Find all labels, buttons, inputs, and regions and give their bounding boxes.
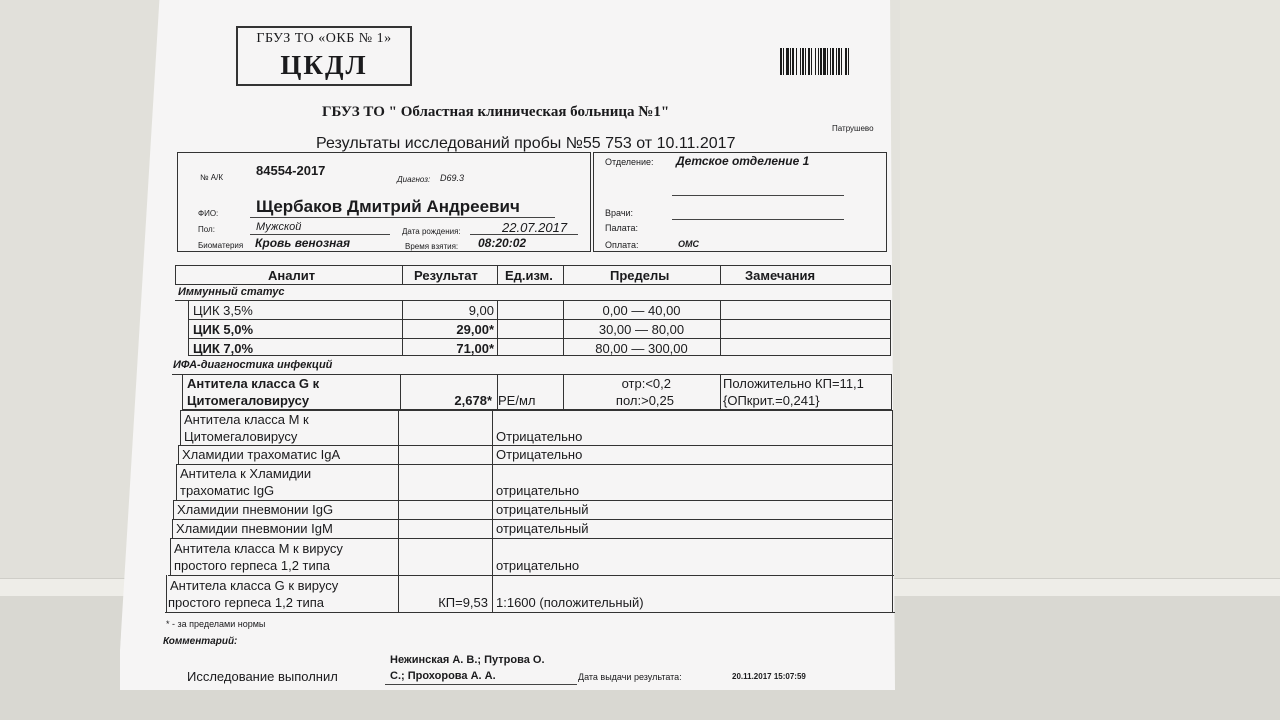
payment-value: ОМС bbox=[678, 239, 699, 249]
table-row-limits: 0,00 — 40,00 bbox=[602, 303, 681, 318]
table-row-value: отрицательно bbox=[496, 483, 580, 498]
table-row-analyte: ЦИК 3,5% bbox=[193, 303, 253, 318]
table-row-value: Отрицательно bbox=[496, 429, 583, 444]
table-row-analyte: Антитела класса G к вирусу bbox=[170, 578, 339, 593]
header-analyte: Аналит bbox=[268, 268, 316, 283]
col-line bbox=[892, 410, 893, 612]
footnote: * - за пределами нормы bbox=[166, 619, 266, 629]
cmv-g-analyte-line1: Антитела класса G к bbox=[187, 376, 320, 391]
cmv-g-result: 2,678* bbox=[454, 393, 492, 408]
col-line bbox=[173, 500, 174, 519]
results-title: Результаты исследований пробы №55 753 от 10.11.2017 bbox=[316, 135, 736, 152]
lab-stamp bbox=[236, 26, 412, 86]
stamp-org: ГБУЗ ТО «ОКБ № 1» bbox=[256, 31, 392, 46]
col-line bbox=[178, 445, 179, 464]
cmv-g-analyte-line2: Цитомегаловирусу bbox=[187, 393, 310, 408]
ak-value: 84554-2017 bbox=[256, 163, 326, 178]
dept-value: Детское отделение 1 bbox=[676, 154, 810, 168]
sex-value: Мужской bbox=[256, 221, 302, 233]
bio-value: Кровь венозная bbox=[255, 236, 351, 250]
col-line bbox=[176, 464, 177, 500]
table-row-analyte: Хламидии пневмонии IgM bbox=[176, 521, 333, 536]
header-divider bbox=[563, 265, 564, 285]
table-row-value: отрицательно bbox=[496, 558, 580, 573]
dob-label: Дата рождения: bbox=[402, 227, 461, 236]
table-row-result: 71,00* bbox=[456, 341, 494, 356]
table-row-value: отрицательный bbox=[496, 521, 589, 536]
dept-label: Отделение: bbox=[605, 157, 654, 167]
cmv-g-remark2: {ОПкрит.=0,241} bbox=[723, 393, 820, 408]
col-line bbox=[720, 300, 721, 356]
payment-label: Оплата: bbox=[605, 240, 639, 250]
header-unit: Ед.изм. bbox=[505, 268, 553, 283]
performed-label: Исследование выполнил bbox=[187, 669, 338, 684]
time-value: 08:20:02 bbox=[478, 236, 527, 250]
table-row-analyte: ЦИК 7,0% bbox=[193, 341, 254, 356]
row-line bbox=[176, 464, 892, 465]
performers-line2: С.; Прохорова А. А. bbox=[390, 670, 496, 682]
table-row-result: 29,00* bbox=[456, 322, 494, 337]
header-limits: Пределы bbox=[610, 268, 670, 283]
table-row-result: КП=9,53 bbox=[438, 595, 488, 610]
row-line bbox=[180, 410, 892, 411]
col-line bbox=[180, 410, 181, 445]
header-divider bbox=[497, 265, 498, 285]
cmv-g-limit2: пол:>0,25 bbox=[615, 393, 674, 408]
performers-underline bbox=[385, 684, 577, 685]
col-line bbox=[170, 538, 171, 575]
header-divider bbox=[402, 265, 403, 285]
table-row-value: Отрицательно bbox=[496, 447, 583, 462]
performers-line1: Нежинская А. В.; Путрова О. bbox=[390, 654, 545, 666]
dept-line bbox=[672, 195, 844, 196]
ak-label: № А/К bbox=[200, 173, 224, 182]
table-row-limits: 30,00 — 80,00 bbox=[598, 322, 685, 337]
issue-value: 20.11.2017 15:07:59 bbox=[732, 672, 806, 681]
table-row-analyte: простого герпеса 1,2 типа bbox=[168, 595, 325, 610]
table-row-analyte: Антитела класса М к bbox=[184, 412, 309, 427]
table-row-limits: 80,00 — 300,00 bbox=[595, 341, 688, 356]
issue-label: Дата выдачи результата: bbox=[578, 672, 682, 682]
row-line bbox=[188, 319, 891, 320]
col-line bbox=[720, 374, 721, 410]
fio-underline bbox=[250, 217, 555, 218]
sex-label: Пол: bbox=[198, 225, 215, 234]
row-line bbox=[168, 575, 894, 576]
table-row-analyte: Хламидии пневмонии IgG bbox=[177, 502, 334, 517]
col-line bbox=[166, 575, 167, 612]
col-line bbox=[172, 519, 173, 538]
table-row-value: 1:1600 (положительный) bbox=[496, 595, 644, 610]
row-line bbox=[174, 500, 892, 501]
section-ifa-diagnostics: ИФА-диагностика инфекций bbox=[173, 359, 333, 371]
ward-label: Палата: bbox=[605, 223, 639, 233]
diag-value: D69.3 bbox=[440, 173, 465, 183]
col-line bbox=[398, 410, 399, 612]
table-row-analyte: ЦИК 5,0% bbox=[193, 322, 254, 337]
location: Патрушево bbox=[832, 124, 874, 133]
hospital-title: ГБУЗ ТО " Областная клиническая больница №1" bbox=[322, 104, 670, 120]
dob-value: 22.07.2017 bbox=[502, 220, 568, 235]
section-immune-status: Иммунный статус bbox=[178, 286, 285, 298]
row-line bbox=[188, 338, 891, 339]
dob-underline bbox=[470, 234, 578, 235]
bio-label: Биоматерия bbox=[198, 241, 244, 250]
doctors-line bbox=[672, 219, 844, 220]
row-line bbox=[178, 445, 892, 446]
row-line bbox=[165, 612, 895, 613]
barcode-icon bbox=[780, 48, 882, 75]
immune-rows-frame bbox=[188, 300, 891, 356]
table-row-analyte: трахоматис IgG bbox=[180, 483, 275, 498]
table-row-analyte: простого герпеса 1,2 типа bbox=[174, 558, 331, 573]
table-row-analyte: Хламидии трахоматис IgA bbox=[182, 447, 341, 462]
table-row-analyte: Антитела класса М к вирусу bbox=[174, 541, 343, 556]
table-row-value: отрицательный bbox=[496, 502, 589, 517]
row-line bbox=[171, 538, 893, 539]
fio-label: ФИО: bbox=[198, 209, 219, 218]
header-remarks: Замечания bbox=[745, 268, 816, 283]
time-label: Время взятия: bbox=[405, 242, 459, 251]
fio-value: Щербаков Дмитрий Андреевич bbox=[256, 197, 520, 216]
col-line bbox=[492, 410, 493, 612]
table-row-analyte: Цитомегаловирусу bbox=[184, 429, 298, 444]
doctors-label: Врачи: bbox=[605, 208, 634, 218]
header-result: Результат bbox=[414, 268, 478, 283]
sex-underline bbox=[250, 234, 390, 235]
cmv-g-unit: РЕ/мл bbox=[498, 393, 536, 408]
header-divider bbox=[720, 265, 721, 285]
col-line bbox=[497, 300, 498, 356]
cmv-g-limit1: отр:<0,2 bbox=[621, 376, 671, 391]
diag-label: Диагноз: bbox=[397, 175, 431, 184]
comment-label: Комментарий: bbox=[163, 636, 238, 647]
row-line bbox=[172, 519, 893, 520]
table-row-analyte: Антитела к Хламидии bbox=[180, 466, 312, 481]
cmv-g-remark1: Положительно КП=11,1 bbox=[723, 376, 864, 391]
stamp-title: ЦКДЛ bbox=[280, 50, 368, 80]
table-row-result: 9,00 bbox=[468, 303, 494, 318]
